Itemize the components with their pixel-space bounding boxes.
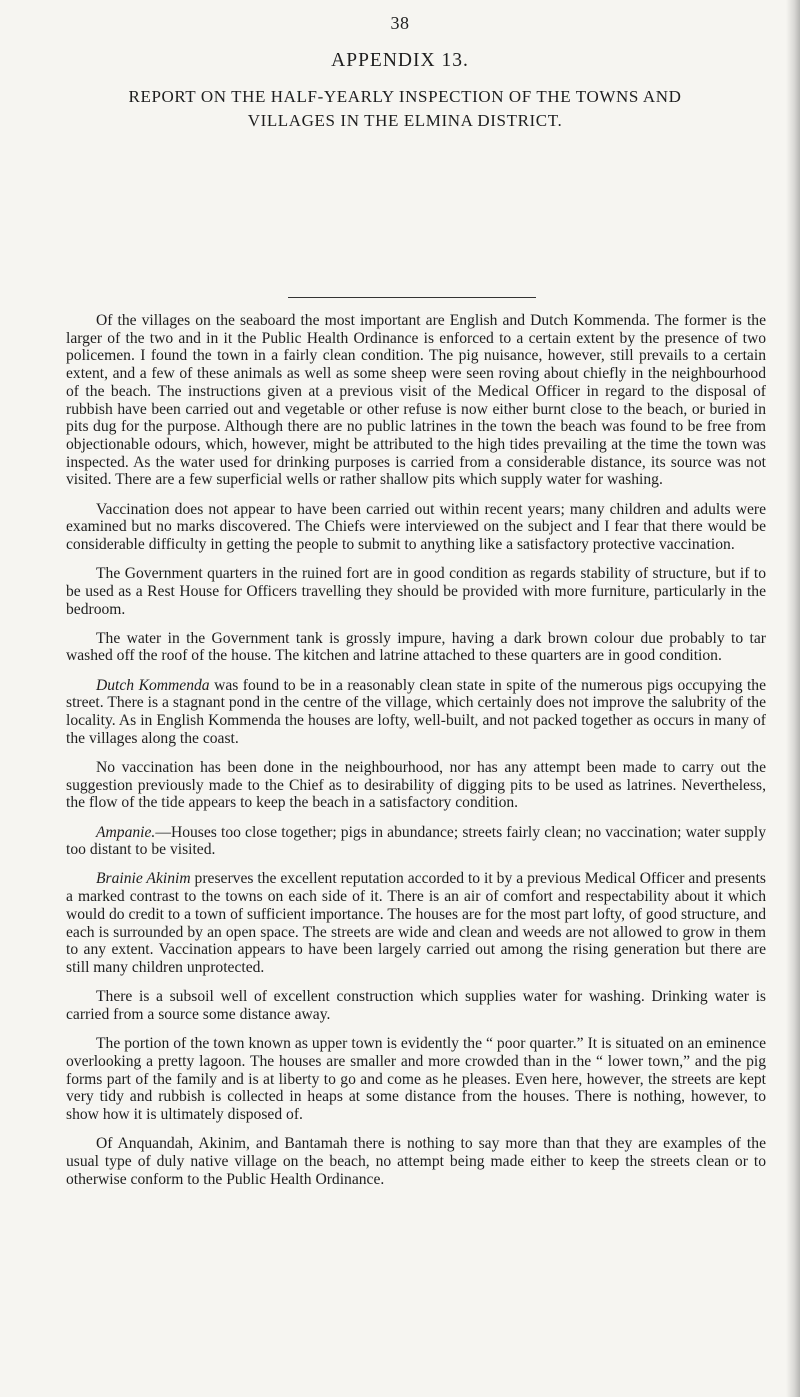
paragraph-text: The portion of the town known as upper town is evidently the “ poor quarter.” It is situated on an eminence overlooking a pretty lagoon. The houses are smaller and more crowded than in the “ lower town,” and the pig forms part of the family and is at liberty to go and come as he pleases. Even here, however, the streets are kept very tidy and rubbish is collected in heaps at some distance from the houses. There is nothing, however, to show how it is ultimately disposed of. xyxy=(66,1035,766,1123)
paragraph-brainie-akinim xyxy=(66,870,766,976)
paragraph-lead-ampanie: Ampanie. xyxy=(96,823,156,841)
paragraph-text: preserves the excellent reputation accorded to it by a previous Medical Officer and presents a marked contrast to the towns on each side of it. There is an air of comfort and respectability about it which would do credit to a town of sufficient importance. The houses are for the most part lofty, of good structure, and each is surrounded by an open space. The streets are wide and clean and weeds are not allowed to grow in them to any extent. Vaccination appears to have been largely carried out among the rising generation but there are still many children unprotected. xyxy=(66,870,766,976)
paragraph-text: There is a subsoil well of excellent construction which supplies water for washing. Drinking water is carried from a source some distance away. xyxy=(66,988,766,1023)
paragraph-dutch-kommenda xyxy=(66,677,766,748)
paragraph-lead-dutch-kommenda: Dutch Kommenda xyxy=(96,676,210,694)
paragraph-anquandah xyxy=(66,1135,766,1188)
paragraph-text: Of Anquandah, Akinim, and Bantamah there is nothing to say more than that they are examples of the usual type of duly native village on the beach, no attempt being made either to keep the streets clean or to otherwise conform to the Public Health Ordinance. xyxy=(66,1135,766,1188)
paragraph-lead-brainie-akinim: Brainie Akinim xyxy=(96,870,191,888)
page-number: 38 xyxy=(390,13,410,33)
paragraph-upper-town xyxy=(66,1035,766,1124)
report-title: REPORT ON THE HALF-YEARLY INSPECTION OF THE TOWNS AND VILLAGES IN THE ELMINA DISTRICT. xyxy=(128,87,682,130)
paragraph-text: —Houses too close together; pigs in abundance; streets fairly clean; no vaccination; water supply too distant to be visited. xyxy=(66,823,766,859)
paragraph-government-quarters xyxy=(66,565,766,618)
paragraph-ampanie xyxy=(66,824,766,859)
page-edge-shadow xyxy=(786,0,800,1397)
report-body xyxy=(66,312,766,1200)
appendix-title: APPENDIX 13. xyxy=(331,50,469,71)
paragraph-text: No vaccination has been done in the neighbourhood, nor has any attempt been made to carry out the suggestion previously made to the Chief as to desirability of digging pits to be used as latrines. Nevertheless, the flow of the tide appears to keep the beach in a satisfactory condition. xyxy=(66,758,766,812)
paragraph-subsoil-well xyxy=(66,988,766,1023)
paragraph-government-tank xyxy=(66,630,766,665)
paragraph-text: Vaccination does not appear to have been carried out within recent years; many children and adults were examined but no marks discovered. The Chiefs were interviewed on the subject and I fear that there would be considerable difficulty in getting the people to submit to anything like a satisfactory protective vaccination. xyxy=(66,500,766,553)
paragraph-vaccination xyxy=(66,501,766,554)
paragraph-text: was found to be in a reasonably clean state in spite of the numerous pigs occupying the street. There is a stagnant pond in the centre of the village, which certainly does not improve the salubrity of the locality. As in English Kommenda the houses are lofty, well-built, and not packed together as occurs in many of the villages along the coast. xyxy=(66,676,766,747)
paragraph-text: The water in the Government tank is grossly impure, having a dark brown colour due probably to tar washed off the roof of the house. The kitchen and latrine attached to these quarters are in good condition. xyxy=(66,629,766,665)
section-divider xyxy=(288,297,536,298)
paragraph-english-kommenda xyxy=(66,312,766,489)
paragraph-no-vaccination xyxy=(66,759,766,812)
paragraph-text: Of the villages on the seaboard the most important are English and Dutch Kommenda. The former is the larger of the two and in it the Public Health Ordinance is enforced to a certain extent by the presence of two policemen. I found the town in a fairly clean condition. The pig nuisance, however, still prevails to a certain extent, and a few of these animals as well as some sheep were seen roving about chiefly in the neighbourhood of the beach. The instructions given at a previous visit of the Medical Officer in regard to the disposal of rubbish have been carried out and vegetable or other refuse is now either burnt close to the beach, or buried in pits dug for the purpose. Although there are no public latrines in the town the beach was found to be free from objectionable odours, which, however, might be attributed to the high tides prevailing at the time the town was inspected. As the water used for drinking purposes is carried from a considerable distance, its source was not visited. There are a few superficial wells or rather shallow pits which supply water for washing. xyxy=(66,312,766,489)
paragraph-text: The Government quarters in the ruined fort are in good condition as regards stability of structure, but if to be used as a Rest House for Officers travelling they should be provided with more furniture, particularly in the bedroom. xyxy=(66,565,766,618)
